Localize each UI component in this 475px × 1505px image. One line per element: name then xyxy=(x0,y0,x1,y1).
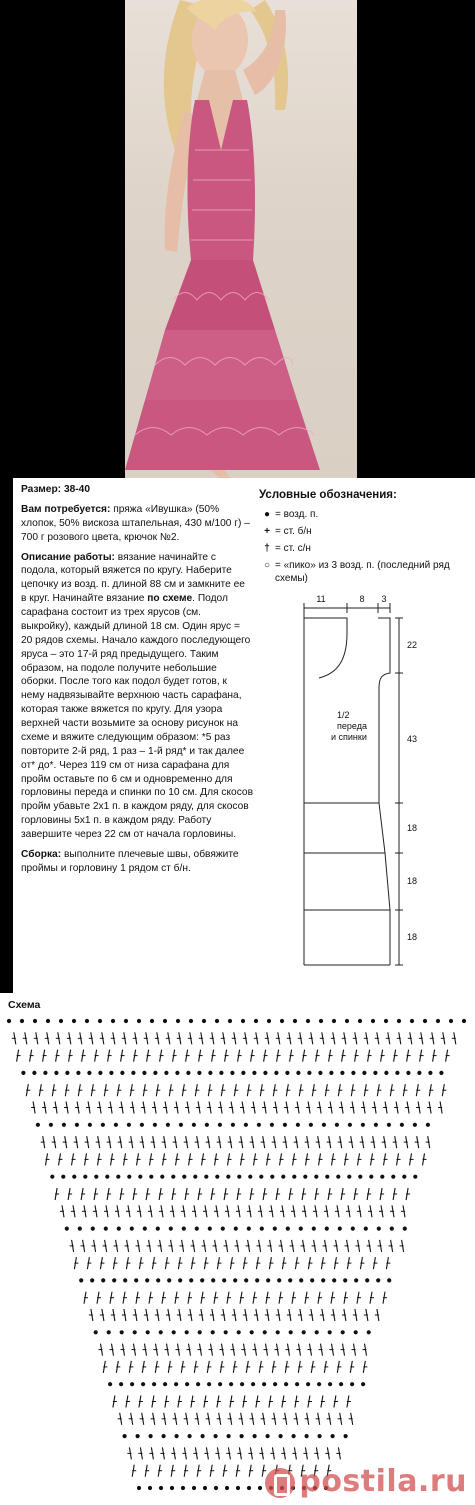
legend-item-text: = ст. б/н xyxy=(275,525,312,537)
legend-item xyxy=(259,525,469,538)
description-text-2: . Подол сарафана состоит из трех ярусов (см. выкройку), каждый длиной 18 см. Один ярус = 20 рядов схемы. Начало каждого последующего яруса – это 17-й ряд предыдущего. Таким образом, на подоле получите небольшие оборки. После того как подол будет готов, к нему надвязывайте верхнюю часть сарафана, которая также вяжется по кругу. Для узора верхней части возьмите за основу рисунок на схеме и вяжите следующим образом: *5 раз повторите 2-й ряд, 1 раз – 1-й ряд* и так далее от* до*. Через 119 см от низа сарафана для пройм оставьте по 6 см и одновременно для горловины переда и спинки по 10 см. Для скосов пройм убавьте 2х1 п. в каждом ряду, для скосов горловины 5х1 п. в каждом ряду. Работу завершите через 22 см от начала горловины. xyxy=(21,593,253,840)
height-label: 18 xyxy=(407,932,418,942)
description-label: Описание работы: xyxy=(21,551,115,563)
description-paragraph xyxy=(21,551,253,842)
size-label: Размер: xyxy=(21,484,62,495)
symbol-legend xyxy=(259,488,469,589)
width-label: 8 xyxy=(359,594,365,604)
chain-dot-icon: ● xyxy=(263,508,271,520)
size-paragraph xyxy=(21,483,253,497)
legend-item-text: = «пико» из 3 возд. п. (последний ряд схемы) xyxy=(275,559,450,584)
piece-label: 1/2 xyxy=(337,710,350,720)
legend-item xyxy=(259,559,469,585)
watermark-text: postila.ru xyxy=(299,1464,467,1499)
assembly-text: выполните плечевые швы, обвяжите проймы и горловину 1 рядом ст б/н. xyxy=(21,848,239,874)
legend-item xyxy=(259,508,469,521)
crochet-chart-panel xyxy=(0,993,475,1505)
dress-photo xyxy=(125,0,357,478)
width-label: 3 xyxy=(381,594,387,604)
description-bold-phrase: по схеме xyxy=(147,593,193,605)
legend-item-text: = ст. с/н xyxy=(275,542,311,554)
height-label: 43 xyxy=(407,734,418,744)
photo-panel xyxy=(0,0,475,478)
chart-symbols xyxy=(7,1019,465,1489)
crochet-chart xyxy=(0,993,475,1505)
height-label: 18 xyxy=(407,876,418,886)
legend-item-text: = возд. п. xyxy=(275,508,319,520)
size-value: 38-40 xyxy=(63,484,90,495)
watermark-logo-icon xyxy=(265,1468,295,1498)
description-text: вязание начинайте с подола, который вяжется по кругу. Наберите цепочку из возд. п. длиной 88 см и замкните ее в круг. Начинайте вязание xyxy=(21,551,245,605)
piece-label: и спинки xyxy=(331,732,367,742)
materials-label: Вам потребуется: xyxy=(21,503,111,515)
picot-icon: ○ xyxy=(263,559,271,571)
materials-paragraph xyxy=(21,503,253,545)
model-illustration xyxy=(125,0,357,478)
sewing-pattern xyxy=(259,588,469,988)
chart-title: Схема xyxy=(8,999,41,1011)
height-label: 22 xyxy=(407,640,418,650)
double-crochet-icon: † xyxy=(264,542,270,554)
instructions-page xyxy=(13,478,475,993)
assembly-label: Сборка: xyxy=(21,848,62,860)
single-crochet-icon: + xyxy=(264,525,270,537)
width-label: 11 xyxy=(316,594,326,604)
instructions-column xyxy=(21,483,253,882)
height-label: 18 xyxy=(407,823,418,833)
assembly-paragraph xyxy=(21,848,253,876)
materials-text: пряжа «Ивушка» (50% хлопок, 50% вискоза штапельная, 430 м/100 г) – 700 г розового цвета, крючок №2. xyxy=(21,503,250,543)
watermark xyxy=(265,1464,467,1499)
legend-item xyxy=(259,542,469,555)
legend-title: Условные обозначения: xyxy=(259,489,397,501)
piece-label: переда xyxy=(337,721,367,731)
